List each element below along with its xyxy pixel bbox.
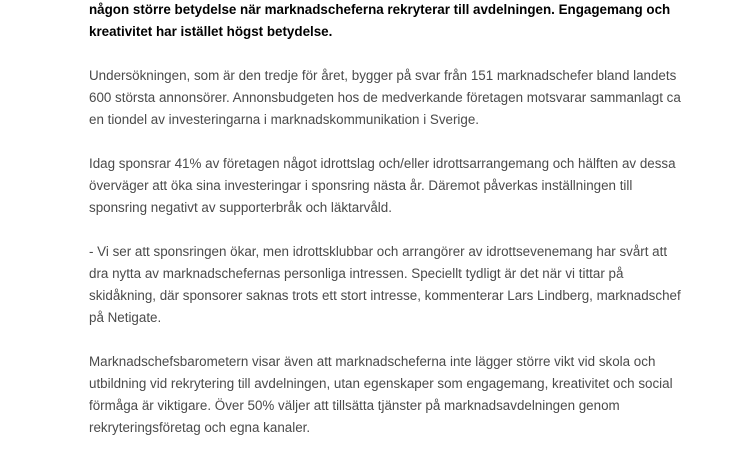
document-body — [89, 0, 681, 461]
text-line: skidåkning, där sponsorer saknas trots ett stort intresse, kommenterar Lars Lindberg, marknadschef — [89, 288, 681, 303]
text-line: rekryteringsföretag och egna kanaler. — [89, 420, 311, 435]
text-line: 600 största annonsörer. Annonsbudgeten hos de medverkande företagen motsvarar sammanlagt ca — [89, 90, 681, 105]
recruitment-paragraph — [89, 351, 673, 439]
text-line: Marknadschefsbarometern visar även att marknadscheferna inte lägger större vikt vid skola och — [89, 354, 656, 369]
text-line: överväger att öka sina investeringar i sponsring nästa år. Däremot påverkas inställningen till — [89, 178, 633, 193]
text-line: dra nytta av marknadschefernas personliga intressen. Speciellt tydligt är det när vi tittar på — [89, 266, 624, 281]
text-line: sponsring negativt av supporterbråk och läktarvåld. — [89, 200, 392, 215]
text-line: - Vi ser att sponsringen ökar, men idrottsklubbar och arrangörer av idrottsevenemang har svårt att — [89, 244, 668, 259]
text-line: en tiondel av investeringarna i marknadskommunikation i Sverige. — [89, 112, 480, 127]
lead-line: någon större betydelse när marknadscheferna rekryterar till avdelningen. Engagemang och — [89, 2, 671, 17]
text-line: utbildning vid rekrytering till avdelningen, utan egenskaper som engagemang, kreativitet och social — [89, 376, 673, 391]
lead-line: kreativitet har istället högst betydelse. — [89, 24, 333, 39]
lead-paragraph — [89, 0, 671, 43]
text-line: Undersökningen, som är den tredje för året, bygger på svar från 151 marknadschefer bland landets — [89, 68, 677, 83]
survey-paragraph — [89, 65, 681, 131]
text-line: förmåga är viktigare. Över 50% väljer att tillsätta tjänster på marknadsavdelningen genom — [89, 398, 620, 413]
text-line: på Netigate. — [89, 310, 162, 325]
quote-paragraph — [89, 241, 681, 329]
sponsorship-paragraph — [89, 153, 676, 219]
text-line: Idag sponsrar 41% av företagen något idrottslag och/eller idrottsarrangemang och hälften av dessa — [89, 156, 676, 171]
